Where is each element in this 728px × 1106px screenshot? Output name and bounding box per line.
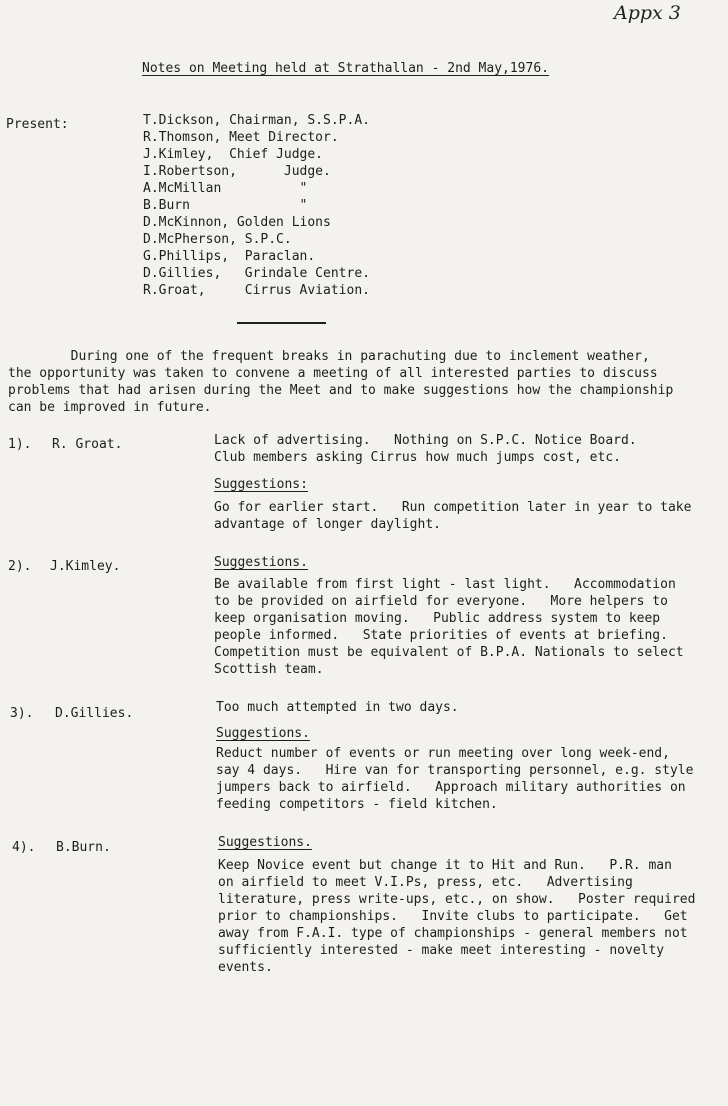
attendee-line: B.Burn " [143,198,308,213]
item-number: 1). [8,437,32,452]
item-text-line: Reduct number of events or run meeting over long week-end, [216,746,670,761]
item-number: 3). [10,706,34,721]
item-speaker: J.Kimley. [50,559,121,574]
item-number: 2). [8,559,32,574]
item-text-line: on airfield to meet V.I.Ps, press, etc. Advertising [218,875,633,890]
attendee-line: I.Robertson, Judge. [143,164,331,179]
intro-line: can be improved in future. [8,400,212,415]
item-text-line: literature, press write-ups, etc., on show. Poster required [218,892,696,907]
present-label: Present: [6,117,69,132]
item-text-line: Lack of advertising. Nothing on S.P.C. Notice Board. [214,433,637,448]
document-title: Notes on Meeting held at Strathallan - 2nd May,1976. [142,61,549,76]
section-divider [237,322,326,324]
item-text-line: feeding competitors - field kitchen. [216,797,498,812]
intro-line: the opportunity was taken to convene a meeting of all interested parties to discuss [8,366,658,381]
item-number: 4). [12,840,36,855]
item-text-line: Too much attempted in two days. [216,700,459,715]
item-text-line: people informed. State priorities of events at briefing. [214,628,668,643]
suggestions-heading: Suggestions: [214,477,308,492]
item-text-line: events. [218,960,273,975]
suggestions-heading: Suggestions. [214,555,308,570]
item-text-line: sufficiently interested - make meet interesting - novelty [218,943,665,958]
item-text-line: to be provided on airfield for everyone. More helpers to [214,594,668,609]
attendee-line: D.McKinnon, Golden Lions [143,215,331,230]
intro-line: During one of the frequent breaks in parachuting due to inclement weather, [8,349,650,364]
appendix-annotation: Appx 3 [614,2,681,24]
item-speaker: B.Burn. [56,840,111,855]
item-speaker: D.Gillies. [55,706,134,721]
item-text-line: Club members asking Cirrus how much jumps cost, etc. [214,450,621,465]
attendee-line: D.McPherson, S.P.C. [143,232,292,247]
item-text-line: jumpers back to airfield. Approach military authorities on [216,780,686,795]
attendee-line: A.McMillan " [143,181,308,196]
item-text-line: advantage of longer daylight. [214,517,441,532]
attendee-line: R.Groat, Cirrus Aviation. [143,283,370,298]
attendee-line: T.Dickson, Chairman, S.S.P.A. [143,113,370,128]
attendee-line: J.Kimley, Chief Judge. [143,147,324,162]
item-text-line: Keep Novice event but change it to Hit and Run. P.R. man [218,858,672,873]
item-text-line: Scottish team. [214,662,324,677]
suggestions-heading: Suggestions. [216,726,310,741]
intro-line: problems that had arisen during the Meet and to make suggestions how the championship [8,383,674,398]
item-text-line: Competition must be equivalent of B.P.A. Nationals to select [214,645,684,660]
item-text-line: away from F.A.I. type of championships - general members not [218,926,688,941]
item-text-line: Go for earlier start. Run competition later in year to take [214,500,692,515]
attendee-line: D.Gillies, Grindale Centre. [143,266,370,281]
attendee-line: R.Thomson, Meet Director. [143,130,339,145]
item-text-line: Be available from first light - last light. Accommodation [214,577,676,592]
item-text-line: say 4 days. Hire van for transporting personnel, e.g. style [216,763,694,778]
item-text-line: prior to championships. Invite clubs to participate. Get [218,909,688,924]
item-speaker: R. Groat. [52,437,123,452]
suggestions-heading: Suggestions. [218,835,312,850]
item-text-line: keep organisation moving. Public address system to keep [214,611,661,626]
attendee-line: G.Phillips, Paraclan. [143,249,316,264]
